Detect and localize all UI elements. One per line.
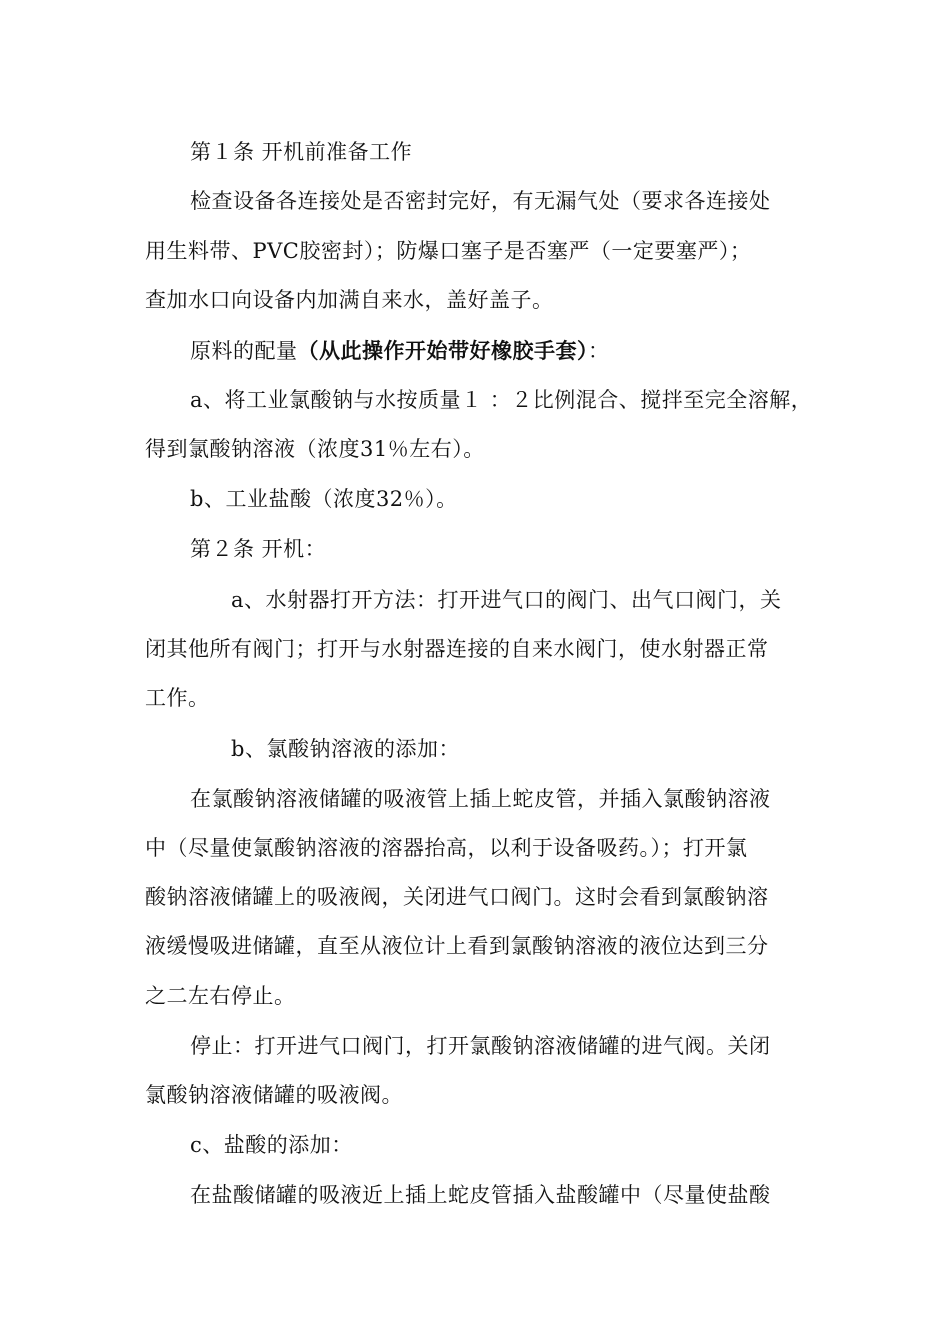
stop-line-1: 停止：打开进气口阀门，打开氯酸钠溶液储罐的进气阀。关闭: [190, 1034, 771, 1058]
step-c-title: c、盐酸的添加：: [190, 1133, 353, 1157]
step-a-line-2: 闭其他所有阀门；打开与水射器连接的自来水阀门，使水射器正常: [145, 637, 769, 661]
step-b-title: b、氯酸钠溶液的添加：: [231, 737, 460, 761]
step-a-line-1: a、水射器打开方法：打开进气口的阀门、出气口阀门，关: [231, 588, 782, 612]
raw-material-prefix: 原料的配量: [190, 339, 298, 363]
para-1-line-2: 用生料带、PVC胶密封）；防爆口塞子是否塞严（一定要塞严）；: [145, 239, 752, 263]
section-2-title: 第２条 开机：: [190, 537, 327, 561]
stop-line-2: 氯酸钠溶液储罐的吸液阀。: [145, 1083, 403, 1107]
step-b-line-2: 中（尽量使氯酸钠溶液的溶器抬高，以利于设备吸药。）；打开氯: [145, 836, 748, 860]
step-a-line-3: 工作。: [145, 686, 210, 710]
gloves-warning: （从此操作开始带好橡胶手套）: [297, 338, 588, 363]
item-a-line-2: 得到氯酸钠溶液（浓度31％左右）。: [145, 437, 485, 461]
step-b-line-4: 液缓慢吸进储罐，直至从液位计上看到氯酸钠溶液的液位达到三分: [145, 934, 769, 958]
section-1-title: 第１条 开机前准备工作: [190, 140, 413, 164]
step-b-line-3: 酸钠溶液储罐上的吸液阀，关闭进气口阀门。这时会看到氯酸钠溶: [145, 885, 769, 909]
raw-material-suffix: ：: [588, 339, 610, 363]
step-b-line-1: 在氯酸钠溶液储罐的吸液管上插上蛇皮管，并插入氯酸钠溶液: [190, 787, 771, 811]
step-c-line-1: 在盐酸储罐的吸液近上插上蛇皮管插入盐酸罐中（尽量使盐酸: [190, 1183, 771, 1207]
item-a-line-1: a、将工业氯酸钠与水按质量１ ：２比例混合、搅拌至完全溶解，: [190, 388, 813, 412]
raw-material-line: [190, 336, 610, 366]
para-1-line-1: 检查设备各连接处是否密封完好，有无漏气处（要求各连接处: [190, 189, 771, 213]
step-b-line-5: 之二左右停止。: [145, 984, 296, 1008]
para-1-line-3: 查加水口向设备内加满自来水，盖好盖子。: [145, 288, 554, 312]
item-b: b、工业盐酸（浓度32％）。: [190, 487, 458, 511]
